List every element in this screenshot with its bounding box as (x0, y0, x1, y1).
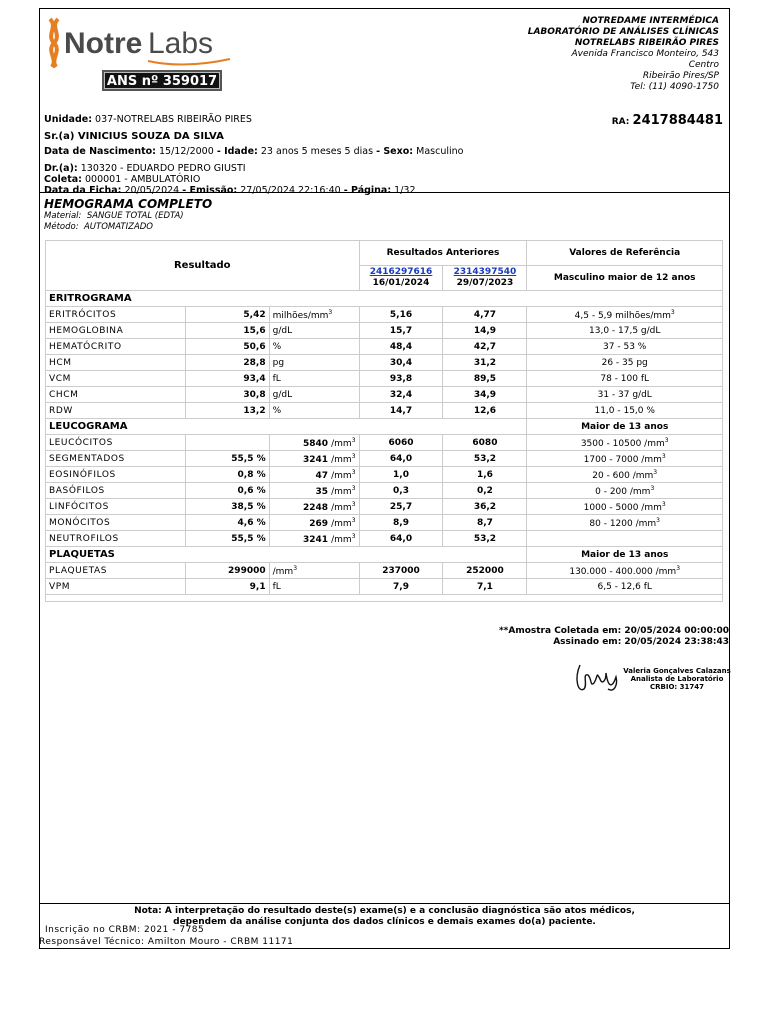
results-table (45, 240, 723, 602)
previous-1-value: 237000 (359, 563, 443, 579)
test-percent (185, 435, 269, 451)
table-row (46, 451, 723, 467)
ficha-line: Data da Ficha: 20/05/2024 - Emissão: 27/05/2024 22:16:40 - Página: 1/32 (44, 185, 416, 196)
test-unit: /mm (331, 502, 352, 513)
unidade-line: Unidade: 037-NOTRELABS RIBEIRÃO PIRES (44, 114, 252, 125)
signer-role: Analista de Laboratório (630, 675, 724, 683)
test-value: 5,42 (185, 307, 269, 323)
previous-1: 2416297616 16/01/2024 (359, 266, 443, 291)
table-row (46, 579, 723, 595)
test-unit: fL (269, 371, 359, 387)
previous-1-value: 7,9 (359, 579, 443, 595)
test-unit: milhões/$mm^3$ (269, 307, 359, 323)
test-name: HEMOGLOBINA (46, 323, 186, 339)
reference-header: Valores de Referência (527, 241, 723, 266)
previous-1-value: 5,16 (359, 307, 443, 323)
test-unit: $/mm^3$ (269, 563, 359, 579)
crbm-registration: Inscrição no CRBM: 2021 - 7785 (45, 925, 205, 935)
previous-2-value: 12,6 (443, 403, 527, 419)
header-row-1 (46, 241, 723, 266)
reference-group: Masculino maior de 12 anos (527, 266, 723, 291)
signature-icon (572, 659, 622, 699)
section-plaquetas: PLAQUETAS Maior de 13 anos (46, 547, 723, 563)
test-name: NEUTROFILOS (46, 531, 186, 547)
test-percent: 0,8 % (185, 467, 269, 483)
sample-collected: **Amostra Coletada em: 20/05/2024 00:00:00 (498, 626, 729, 636)
test-name: CHCM (46, 387, 186, 403)
test-name: HEMATÓCRITO (46, 339, 186, 355)
test-name: MONÓCITOS (46, 515, 186, 531)
coleta-line: Coleta: 000001 - AMBULATÓRIO (44, 174, 201, 185)
test-name: VCM (46, 371, 186, 387)
previous-2-value: 4,77 (443, 307, 527, 323)
previous-1-value: 30,4 (359, 355, 443, 371)
patient-name: VINICIUS SOUZA DA SILVA (77, 131, 224, 142)
exam-material: Material: SANGUE TOTAL (EDTA) (44, 211, 184, 221)
exam-heading (44, 197, 726, 233)
section-leucograma: LEUCOGRAMA Maior de 13 anos (46, 419, 723, 435)
reference-value: 26 - 35 pg (527, 355, 723, 371)
doctor-line: Dr.(a): 130320 - EDUARDO PEDRO GIUSTI (44, 163, 246, 174)
previous-2-value: 31,2 (443, 355, 527, 371)
previous-1-value: 0,3 (359, 483, 443, 499)
reference-value: 6,5 - 12,6 fL (527, 579, 723, 595)
previous-2-value: 89,5 (443, 371, 527, 387)
signer-info (622, 667, 732, 691)
previous-2-link[interactable]: 2314397540 (453, 267, 517, 277)
lab-district: Centro (688, 60, 719, 70)
test-absolute: 47 $/mm^3$ (269, 467, 359, 483)
test-unit: fL (269, 579, 359, 595)
age: 23 anos 5 meses 5 dias (260, 146, 374, 157)
test-unit: /mm (331, 454, 352, 465)
exam-method: Método: AUTOMATIZADO (44, 222, 153, 232)
previous-2-value: 36,2 (443, 499, 527, 515)
table-row (46, 371, 723, 387)
reference-value: 1000 - 5000 $/mm^3$ (527, 499, 723, 515)
previous-1-value: 48,4 (359, 339, 443, 355)
previous-2-value: 53,2 (443, 531, 527, 547)
reference-value: 4,5 - 5,9 milhões/$mm^3$ (527, 307, 723, 323)
reference-value: 11,0 - 15,0 % (527, 403, 723, 419)
ans-badge: ANS nº 359017 (102, 70, 222, 91)
test-percent: 0,6 % (185, 483, 269, 499)
test-unit: g/dL (269, 323, 359, 339)
reference-value: 20 - 600 $/mm^3$ (527, 467, 723, 483)
previous-1-value: 32,4 (359, 387, 443, 403)
test-name: SEGMENTADOS (46, 451, 186, 467)
test-absolute: 269 $/mm^3$ (269, 515, 359, 531)
note-line-1: Nota: A interpretação do resultado deste(s) exame(s) e a conclusão diagnóstica são atos médicos, (134, 906, 635, 916)
doctor: 130320 - EDUARDO PEDRO GIUSTI (80, 163, 246, 174)
test-value: 299000 (185, 563, 269, 579)
test-value: 93,4 (185, 371, 269, 387)
result-header: Resultado (46, 241, 360, 291)
reference-value: 0 - 200 $/mm^3$ (527, 483, 723, 499)
lab-name-1: NOTREDAME INTERMÉDICA (582, 16, 719, 26)
previous-2-value: 42,7 (443, 339, 527, 355)
reference-value: 130.000 - 400.000 $/mm^3$ (527, 563, 723, 579)
previous-2-value: 14,9 (443, 323, 527, 339)
previous-2-value: 252000 (443, 563, 527, 579)
table-row (46, 355, 723, 371)
test-unit: /mm (331, 470, 352, 481)
previous-1-value: 64,0 (359, 451, 443, 467)
lab-address (528, 16, 719, 93)
notrelabs-logo (44, 15, 234, 71)
test-value: 9,1 (185, 579, 269, 595)
test-name: RDW (46, 403, 186, 419)
previous-2-value: 53,2 (443, 451, 527, 467)
table-row (46, 467, 723, 483)
previous-1-value: 64,0 (359, 531, 443, 547)
pagina: 1/32 (394, 185, 416, 196)
patient-name-line: Sr.(a) VINICIUS SOUZA DA SILVA (44, 131, 224, 142)
lab-phone: Tel: (11) 4090-1750 (630, 82, 719, 92)
test-percent: 38,5 % (185, 499, 269, 515)
sample-info (499, 626, 729, 648)
test-unit: /mm (331, 486, 352, 497)
previous-1-link[interactable]: 2416297616 (369, 267, 433, 277)
previous-1-value: 25,7 (359, 499, 443, 515)
previous-1-value: 6060 (359, 435, 443, 451)
previous-2: 2314397540 29/07/2023 (443, 266, 527, 291)
spacer-row (46, 595, 723, 602)
table-row (46, 435, 723, 451)
previous-2-value: 34,9 (443, 387, 527, 403)
sex: Masculino (416, 146, 464, 157)
test-value: 50,6 (185, 339, 269, 355)
lab-street: Avenida Francisco Monteiro, 543 (571, 49, 719, 59)
test-name: ERITRÓCITOS (46, 307, 186, 323)
test-absolute: 35 $/mm^3$ (269, 483, 359, 499)
eritrograma-rows (46, 307, 723, 419)
plaquetas-rows (46, 563, 723, 595)
dna-helix-icon (50, 19, 58, 67)
test-name: EOSINÓFILOS (46, 467, 186, 483)
reference-value: 31 - 37 g/dL (527, 387, 723, 403)
coleta: 000001 - AMBULATÓRIO (84, 174, 201, 185)
ra-value: 2417884481 (632, 113, 723, 128)
reference-value: 3500 - 10500 $/mm^3$ (527, 435, 723, 451)
signer-name: Valeria Gonçalves Calazans (623, 667, 731, 675)
test-percent: 55,5 % (185, 531, 269, 547)
test-name: LINFÓCITOS (46, 499, 186, 515)
test-absolute: 2248 $/mm^3$ (269, 499, 359, 515)
test-name: BASÓFILOS (46, 483, 186, 499)
previous-2-value: 1,6 (443, 467, 527, 483)
reference-value (527, 531, 723, 547)
test-unit: /mm (331, 438, 352, 449)
emissao: 27/05/2024 22:16:40 (240, 185, 341, 196)
exam-title: HEMOGRAMA COMPLETO (44, 197, 213, 211)
birth-line: Data de Nascimento: 15/12/2000 - Idade: 23 anos 5 meses 5 dias - Sexo: Masculino (44, 146, 464, 157)
previous-2-value: 6080 (443, 435, 527, 451)
reference-value: 13,0 - 17,5 g/dL (527, 323, 723, 339)
test-value: 28,8 (185, 355, 269, 371)
lab-city: Ribeirão Pires/SP (642, 71, 719, 81)
reference-value: 78 - 100 fL (527, 371, 723, 387)
table-row (46, 339, 723, 355)
table-row (46, 563, 723, 579)
test-absolute: 5840 $/mm^3$ (269, 435, 359, 451)
leucograma-rows (46, 435, 723, 547)
test-name: HCM (46, 355, 186, 371)
previous-2-value: 7,1 (443, 579, 527, 595)
signed-at: Assinado em: 20/05/2024 23:38:43 (553, 637, 729, 647)
test-value: 15,6 (185, 323, 269, 339)
table-row (46, 499, 723, 515)
table-row (46, 483, 723, 499)
lab-name-3: NOTRELABS RIBEIRÃO PIRES (574, 38, 719, 48)
report-page (39, 8, 730, 949)
section-eritrograma: ERITROGRAMA (46, 291, 723, 307)
previous-header: Resultados Anteriores (359, 241, 527, 266)
signer-crbio: CRBIO: 31747 (649, 683, 704, 691)
birth-date: 15/12/2000 (159, 146, 214, 157)
test-name: PLAQUETAS (46, 563, 186, 579)
test-percent: 4,6 % (185, 515, 269, 531)
previous-2-value: 0,2 (443, 483, 527, 499)
previous-2-value: 8,7 (443, 515, 527, 531)
test-absolute: 3241 $/mm^3$ (269, 531, 359, 547)
ra-field: RA: 2417884481 (611, 113, 723, 128)
previous-1-value: 1,0 (359, 467, 443, 483)
brand-name-a: Notre (64, 27, 143, 60)
test-unit: pg (269, 355, 359, 371)
test-unit: /mm (331, 518, 352, 529)
test-value: 30,8 (185, 387, 269, 403)
test-absolute: 3241 $/mm^3$ (269, 451, 359, 467)
note-line-2: dependem da análise conjunta dos dados clínicos e demais exames do(a) paciente. (173, 917, 596, 927)
table-row (46, 515, 723, 531)
ficha-date: 20/05/2024 (124, 185, 180, 196)
table-row (46, 387, 723, 403)
test-name: LEUCÓCITOS (46, 435, 186, 451)
reference-value: 80 - 1200 $/mm^3$ (527, 515, 723, 531)
brand-name-b: Labs (148, 27, 214, 60)
table-row (46, 323, 723, 339)
responsible-technician: Responsável Técnico: Amilton Mouro - CRBM 11171 (39, 937, 294, 947)
previous-1-value: 8,9 (359, 515, 443, 531)
patient-info (40, 105, 729, 196)
test-unit: % (269, 339, 359, 355)
previous-1-value: 93,8 (359, 371, 443, 387)
reference-value: 37 - 53 % (527, 339, 723, 355)
previous-1-value: 14,7 (359, 403, 443, 419)
test-unit: g/dL (269, 387, 359, 403)
lab-name-2: LABORATÓRIO DE ANÁLISES CLÍNICAS (527, 27, 719, 37)
previous-1-value: 15,7 (359, 323, 443, 339)
test-name: VPM (46, 579, 186, 595)
table-row (46, 531, 723, 547)
unidade-value: 037-NOTRELABS RIBEIRÃO PIRES (95, 114, 252, 125)
table-row (46, 307, 723, 323)
test-unit: % (269, 403, 359, 419)
test-unit: /mm (331, 534, 352, 545)
test-percent: 55,5 % (185, 451, 269, 467)
report-header (40, 9, 729, 107)
table-row (46, 403, 723, 419)
reference-value: 1700 - 7000 $/mm^3$ (527, 451, 723, 467)
test-value: 13,2 (185, 403, 269, 419)
